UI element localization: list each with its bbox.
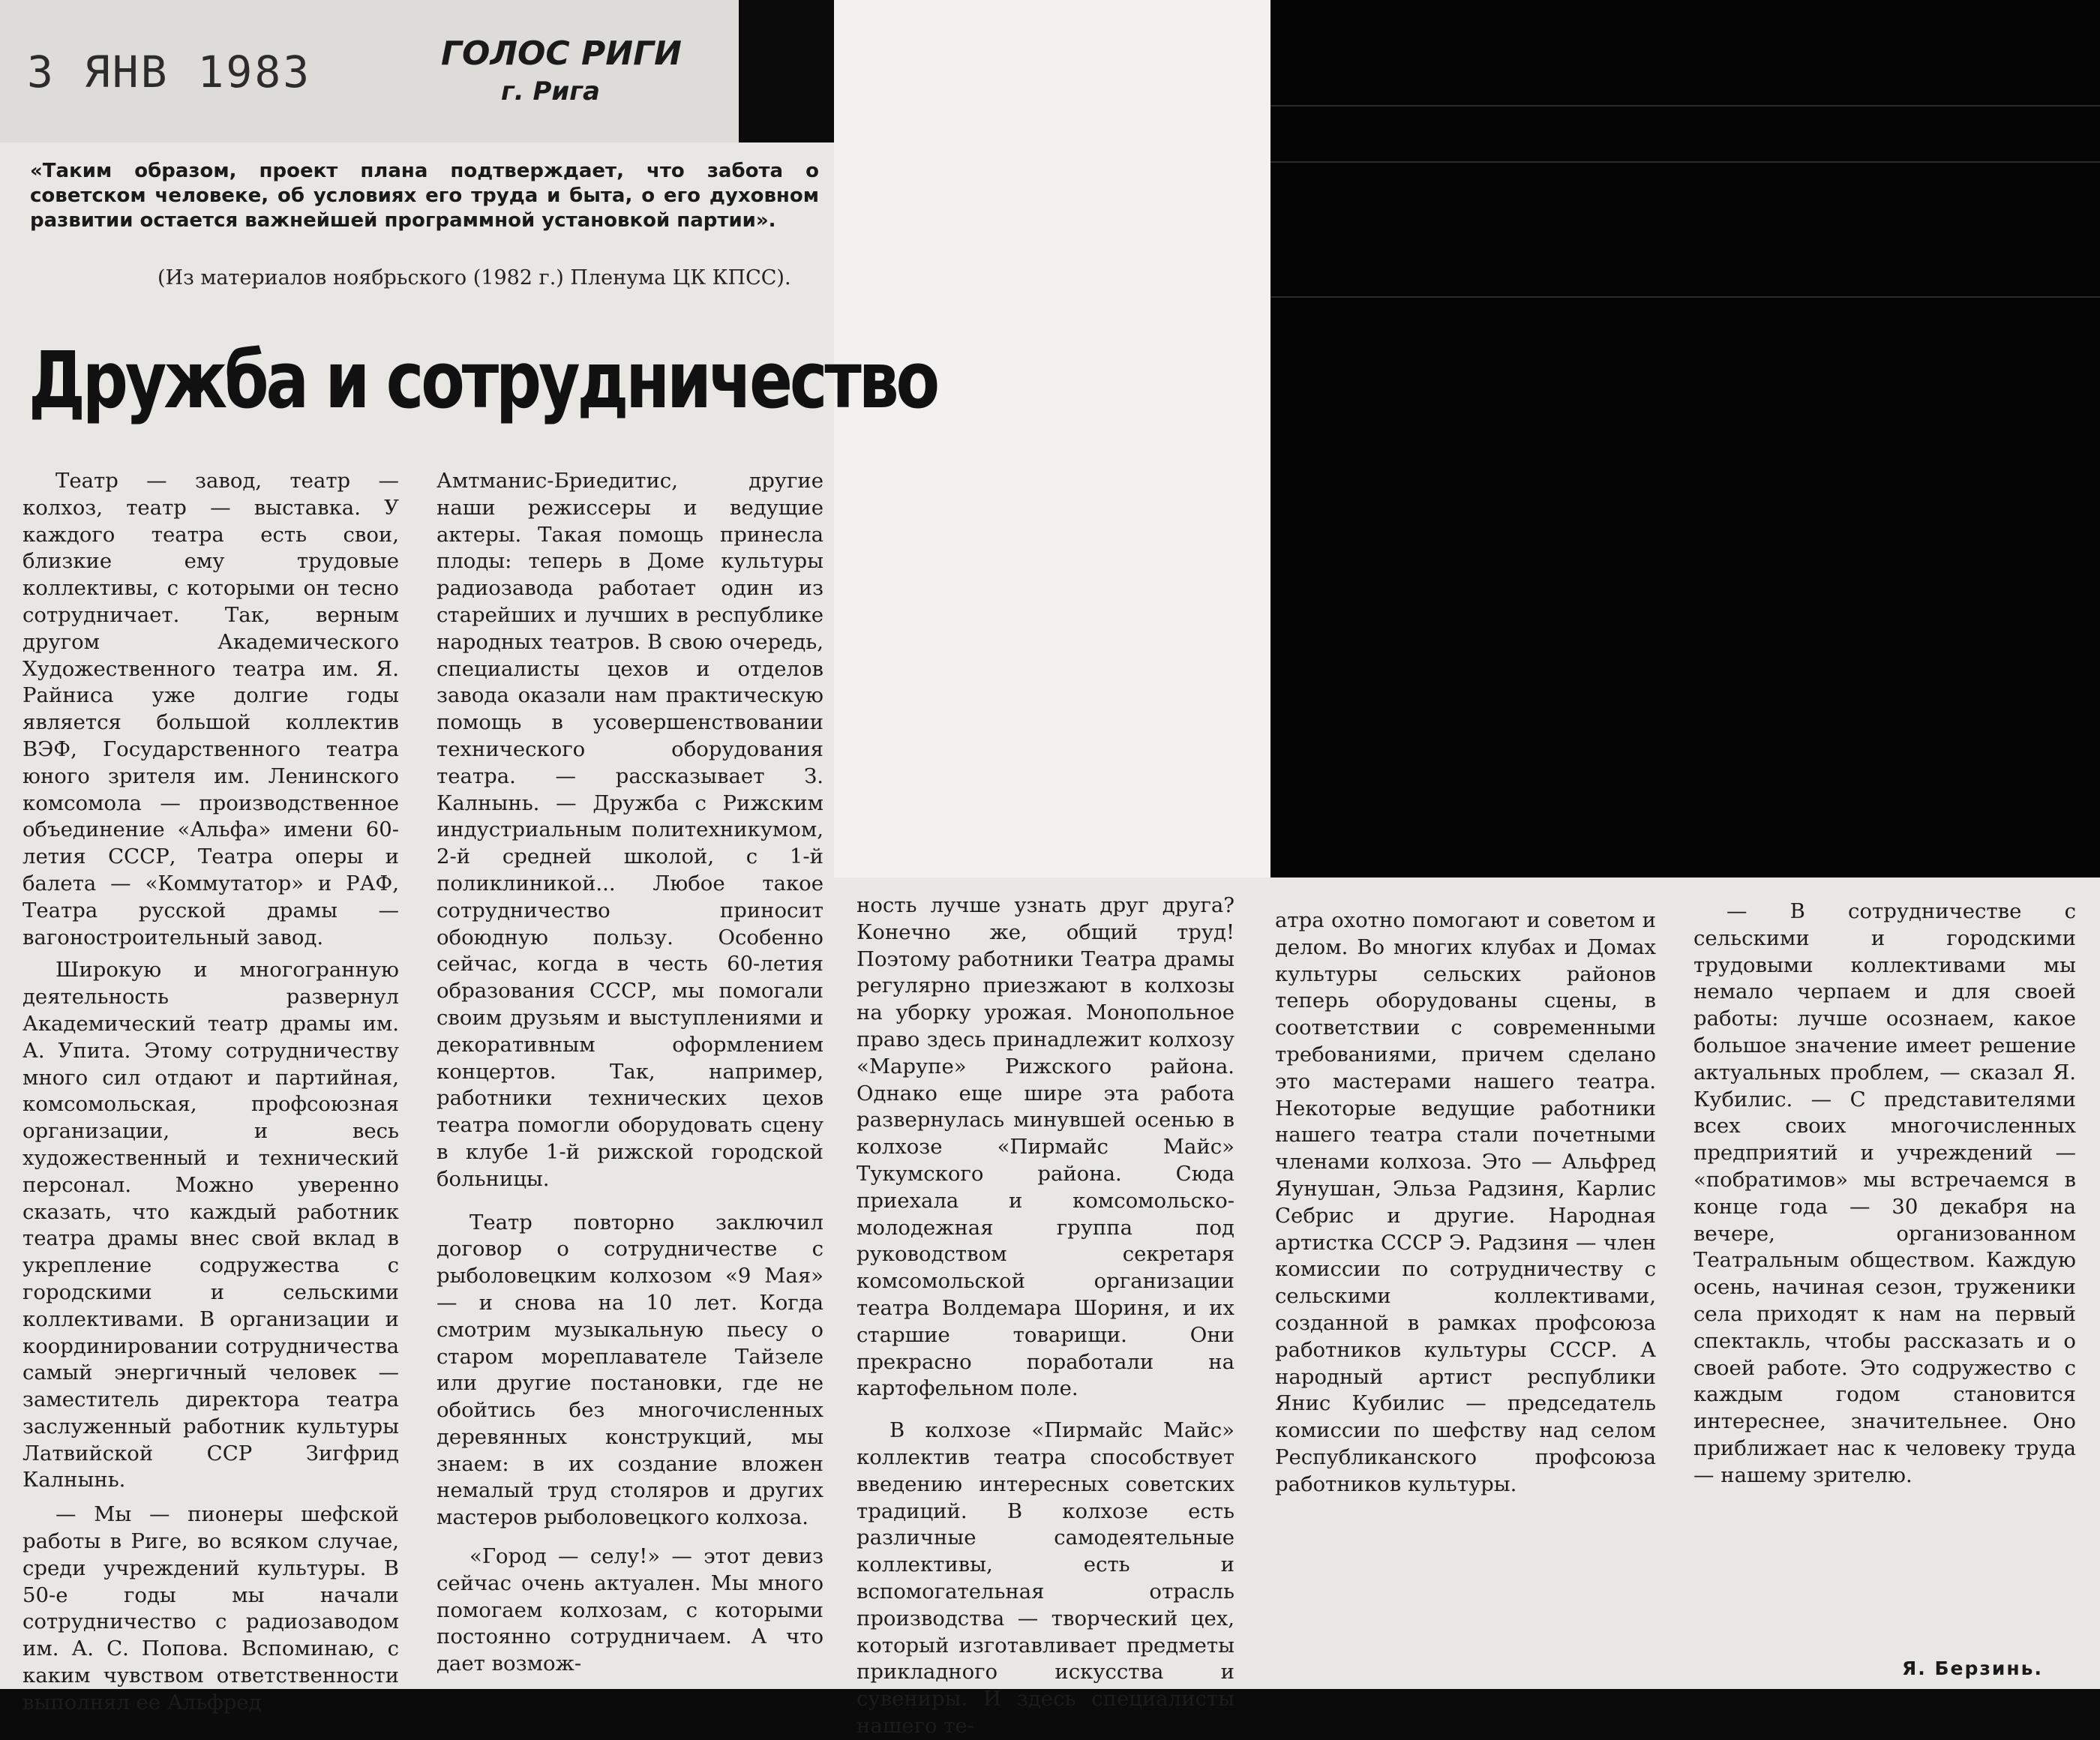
article-headline: Дружба и сотрудничество: [28, 334, 938, 426]
paragraph: Амтманис-Бриедитис, другие наши режиссеры и ведущие актеры. Такая помощь принесла плоды: теперь в Доме культуры радиозавода работает один из старейших и лучших в республике народных театров. В свою очередь, специалисты цехов и отделов завода оказали нам практическую помощь в усовершенствовании технического оборудования театра. — рассказывает З. Калнынь. — Дружба с Рижским индустриальным политехникумом, 2-й средней школой, с 1-й поликлиникой... Любое такое сотрудничество приносит обоюдную пользу. Особенно сейчас, когда в честь 60-летия образования СССР, мы помогали своим друзьям и выступлениями и декоративным оформлением концертов. Так, например, работники технических цехов театра помогли оборудовать сцену в клубе 1-й рижской городской больницы.: [436, 469, 824, 1191]
dark-background: [1270, 0, 2100, 878]
column-5: [1694, 898, 2076, 1634]
blank-paper: [834, 0, 1270, 885]
paragraph: — В сотрудничестве с сельскими и городскими трудовыми коллективами мы немало черпаем и для своей работы: лучше осознаем, какое большое значение имеет решение актуальных проблем, — сказал Я. Кубилис. — С представителями всех своих многочисленных предприятий и учреждений — «побратимов» мы встречаемся в конце года — 30 декабря на вечере, организованном Театральным обществом. Каждую осень, начиная сезон, труженики села приходят к нам на первый спектакль, чтобы рассказать и о своей работе. Это содружество с каждым годом становится интереснее, значительнее. Оно приближает нас к человеку труда — нашему зрителю.: [1694, 899, 2076, 1487]
column-2: [436, 468, 824, 1676]
paragraph: ность лучше узнать друг друга? Конечно же, общий труд! Поэтому работники Театра драмы регулярно приезжают в колхозы на уборку урожая. Монопольное право здесь принадлежит колхозу «Марупе» Рижского района. Однако еще шире эта работа развернулась минувшей осенью в колхозе «Пирмайс Майс» Тукумского района. Сюда приехала и комсомольско-молодежная группа под руководством секретаря комсомольской организации театра Волдемара Шориня, и их старшие товарищи. Они прекрасно поработали на картофельном поле.: [856, 893, 1234, 1401]
city-name: г. Рига: [501, 76, 600, 106]
paragraph: В колхозе «Пирмайс Майс» коллектив театра способствует введению интересных советских традиций. В колхозе есть различные самодеятельные коллективы, есть и вспомогательная отрасль производства — творческий цех, который изготавливает предметы прикладного искусства и сувениры. И здесь специалисты нашего те-: [856, 1418, 1234, 1738]
date-stamp: 3 ЯНВ 1983: [27, 46, 312, 98]
epigraph-source: (Из материалов ноябрьского (1982 г.) Пленума ЦК КПСС).: [158, 266, 791, 290]
paragraph: Театр повторно заключил договор о сотрудничестве с рыболовецким колхозом «9 Мая» — и снова на 10 лет. Когда смотрим музыкальную пьесу о старом мореплавателе Тайзеле или другие постановки, где не обойтись без многочисленных деревянных конструкций, мы знаем: в их создание вложен немалый труд столяров и других мастеров рыболовецкого колхоза.: [436, 1210, 824, 1530]
paragraph: Театр — завод, театр — колхоз, театр — выставка. У каждого театра есть свои, близкие ему трудовые коллективы, с которыми он тесно сотрудничает. Так, верным другом Академического Художественного театра им. Я. Райниса уже долгие годы является большой коллектив ВЭФ, Государственного театра юного зрителя им. Ленинского комсомола — производственное объединение «Альфа» имени 60-летия СССР, Театра оперы и балета — «Коммутатор» и РАФ, Театра русской драмы — вагоностроительный завод.: [22, 469, 399, 950]
epigraph-quote: «Таким образом, проект плана подтверждает, что забота о советском человеке, об условиях его труда и быта, о его духовном развитии остается важнейшей программной установкой партии».: [30, 160, 819, 232]
column-3: [856, 892, 1234, 1738]
header-clipping: [0, 0, 739, 142]
column-1: [22, 468, 399, 1714]
newspaper-name: ГОЛОС РИГИ: [441, 34, 682, 73]
paragraph: Широкую и многогранную деятельность развернул Академический театр драмы им. А. Упита. Этому сотрудничеству много сил отдают и партийная, комсомольская, профсоюзная организации, и весь художественный и технический персонал. Можно уверенно сказать, что каждый работник театра драмы внес свой вклад в укрепление содружества с городскими и сельскими коллективами. В организации и координировании сотрудничества самый энергичный человек — заместитель директора театра заслуженный работник культуры Латвийской ССР Зигфрид Калнынь.: [22, 958, 399, 1492]
paragraph: атра охотно помогают и советом и делом. Во многих клубах и Домах культуры сельских районов теперь оборудованы сцены, в соответствии с современными требованиями, причем сделано это мастерами нашего театра. Некоторые ведущие работники нашего театра стали почетными членами колхоза. Это — Альфред Яунушан, Эльза Радзиня, Карлис Себрис и другие. Народная артистка СССР Э. Радзиня — член комиссии по сотрудничеству с сельскими коллективами, созданной в рамках профсоюза работников культуры СССР. А народный артист республики Янис Кубилис — председатель комиссии по шефству над селом Республиканского профсоюза работников культуры.: [1275, 908, 1656, 1496]
author-signature: Я. Берзинь.: [1902, 1658, 2043, 1679]
paragraph: — Мы — пионеры шефской работы в Риге, во всяком случае, среди учреждений культуры. В 50-е годы мы начали сотрудничество с радиозаводом им. А. С. Попова. Вспоминаю, с каким чувством ответственности выполнял ее Альфред: [22, 1502, 399, 1714]
paragraph: «Город — селу!» — этот девиз сейчас очень актуален. Мы много помогаем колхозам, с которыми постоянно сотрудничаем. А что дает возмож-: [436, 1544, 824, 1676]
column-4: [1275, 908, 1656, 1680]
